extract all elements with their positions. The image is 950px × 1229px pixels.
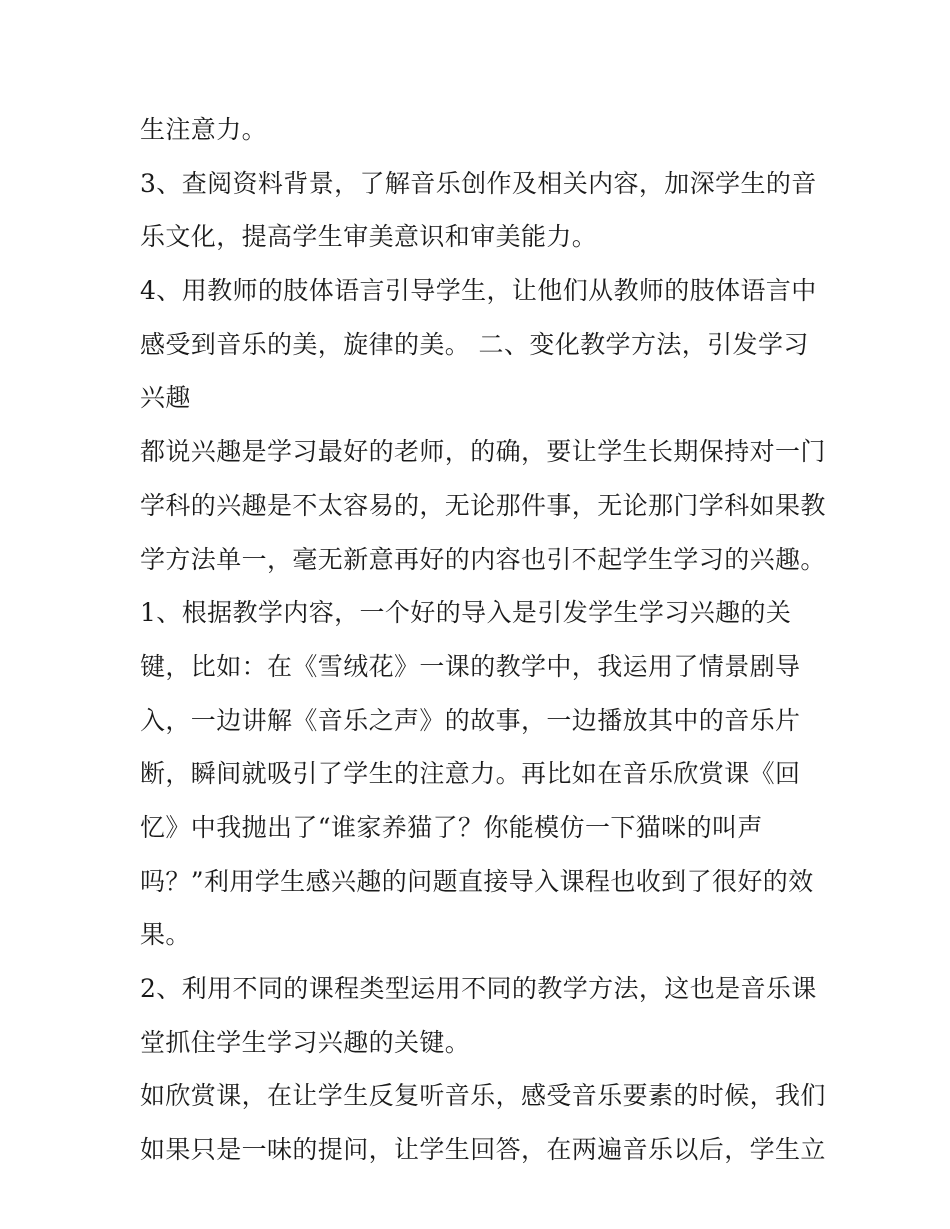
text-line: 1、根据教学内容，一个好的导入是引发学生学习兴趣的关 <box>140 598 792 628</box>
text-line: 学科的兴趣是不太容易的，无论那件事，无论那门学科如果教 <box>140 490 826 520</box>
text-line: 乐文化，提高学生审美意识和审美能力。 <box>140 222 598 252</box>
text-line: 键，比如：在《雪绒花》一课的教学中，我运用了情景剧导 <box>140 651 801 681</box>
text-line: 忆》中我抛出了“谁家养猫了？你能模仿一下猫咪的叫声 <box>140 812 763 842</box>
text-line: 入，一边讲解《音乐之声》的故事，一边播放其中的音乐片 <box>140 705 801 735</box>
text-line: 堂抓住学生学习兴趣的关键。 <box>140 1027 471 1057</box>
text-line: 2、利用不同的课程类型运用不同的教学方法，这也是音乐课 <box>140 974 817 1003</box>
text-line: 感受到音乐的美，旋律的美。 二、变化教学方法，引发学习 <box>140 329 809 359</box>
text-line: 断，瞬间就吸引了学生的注意力。再比如在音乐欣赏课《回 <box>140 759 801 789</box>
text-line: 学方法单一，毫无新意再好的内容也引不起学生学习的兴趣。 <box>140 544 826 574</box>
text-line: 吗？”利用学生感兴趣的问题直接导入课程也收到了很好的效 <box>140 866 814 896</box>
text-line: 果。 <box>140 920 191 950</box>
text-line: 生注意力。 <box>140 115 268 144</box>
text-line: 如欣赏课，在让学生反复听音乐，感受音乐要素的时候，我们 <box>140 1081 826 1111</box>
text-line: 兴趣 <box>140 383 191 413</box>
document-body <box>140 103 830 1177</box>
text-line: 如果只是一味的提问，让学生回答，在两遍音乐以后，学生立 <box>140 1135 826 1165</box>
text-line: 4、用教师的肢体语言引导学生，让他们从教师的肢体语言中 <box>140 276 817 306</box>
text-line: 3、查阅资料背景，了解音乐创作及相关内容，加深学生的音 <box>140 168 817 198</box>
text-line: 都说兴趣是学习最好的老师，的确，要让学生长期保持对一门 <box>140 437 826 467</box>
